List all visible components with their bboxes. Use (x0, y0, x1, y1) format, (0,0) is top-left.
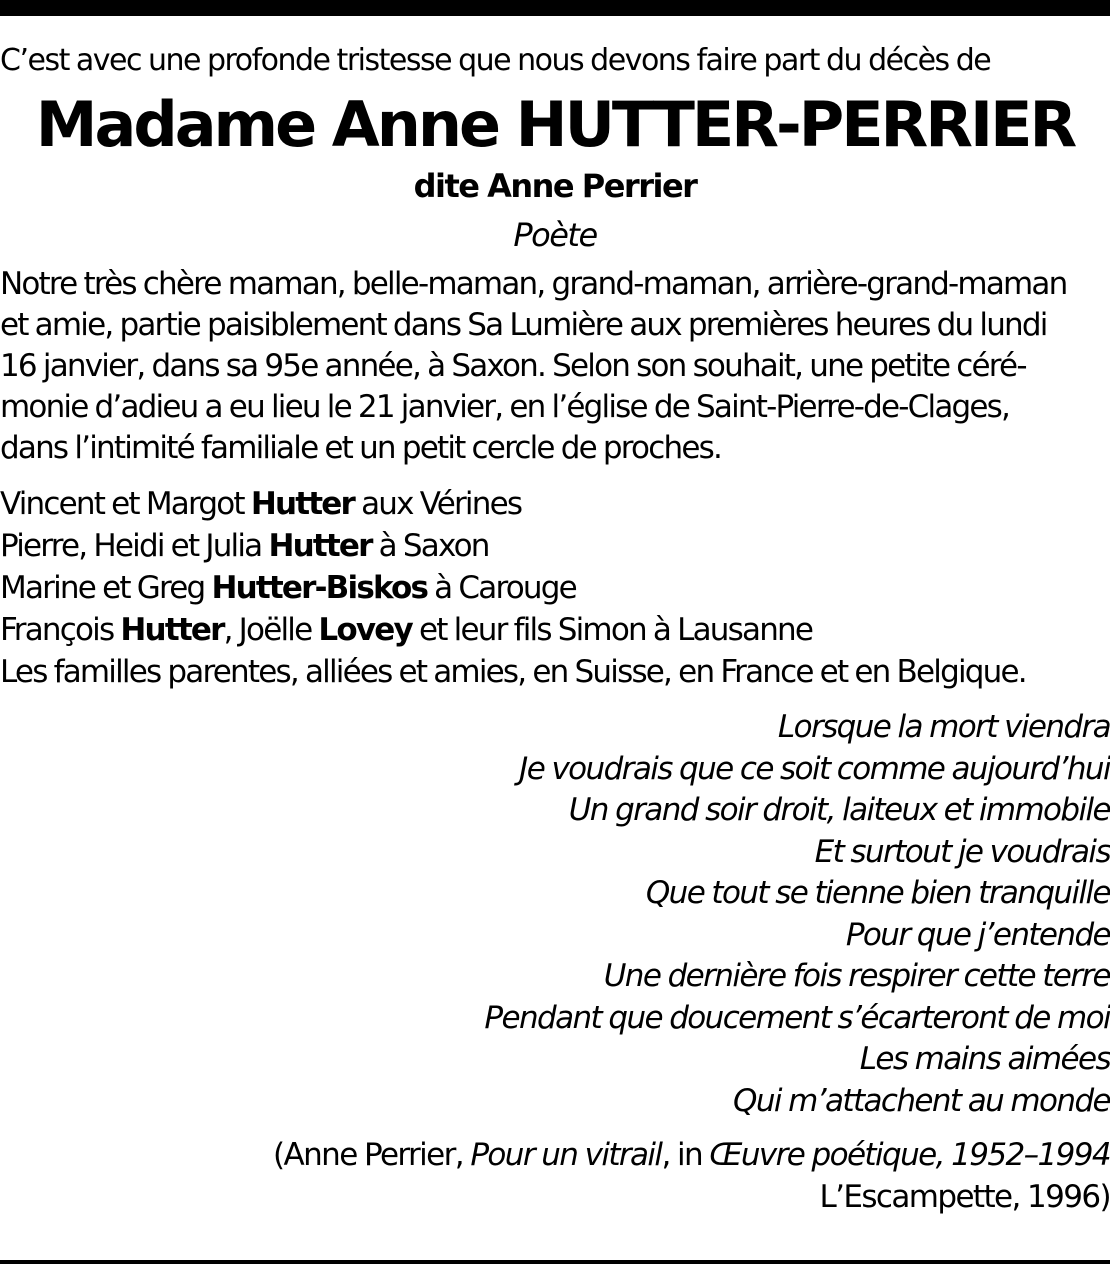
poem-line: Pendant que doucement s’écarteront de moi (484, 999, 1110, 1036)
family-surname: Hutter (268, 528, 372, 564)
family-line-text: à Carouge (427, 570, 576, 606)
message-line: 16 janvier, dans sa 95e année, à Saxon. Selon son souhait, une petite céré- (0, 348, 1026, 384)
citation-book-title: Pour un vitrail (470, 1137, 662, 1173)
poem-line: Une dernière fois respirer cette terre (603, 958, 1110, 994)
intro-text: C’est avec une profonde tristesse que nous devons faire part du décès de (0, 43, 991, 78)
family-extended-line: Les familles parentes, alliées et amies, en Suisse, en France et en Belgique. (0, 654, 1026, 690)
poem-line: Pour que j’entende (845, 916, 1110, 953)
family-line-text: et leur fils Simon à Lausanne (411, 612, 813, 648)
poem-line: Je voudrais que ce soit comme aujourd’hui (519, 750, 1110, 787)
family-line-text: , Joëlle (223, 612, 319, 648)
family-surname: Hutter (250, 486, 355, 522)
family-surname: Lovey (318, 612, 412, 648)
obituary-notice (0, 40, 1110, 1218)
family-line-text: Vincent et Margot (0, 486, 251, 522)
family-list (0, 483, 1110, 693)
poem-line: Lorsque la mort viendra (777, 709, 1110, 745)
family-line-text: François (0, 612, 121, 648)
poem-line: Et surtout je voudrais (814, 833, 1110, 870)
top-border-rule (0, 0, 1110, 16)
citation-text: , in (661, 1137, 710, 1173)
message-line: Notre très chère maman, belle-maman, grand-maman, arrière-grand-maman (0, 266, 1067, 302)
message-line: monie d’adieu a eu lieu le 21 janvier, en l’église de Saint-Pierre-de-Clages, (0, 389, 1010, 425)
poem-line: Qui m’attachent au monde (733, 1082, 1110, 1119)
poem (0, 707, 1110, 1122)
message-line: et amie, partie paisiblement dans Sa Lumière aux premières heures du lundi (0, 307, 1047, 343)
family-member-line (0, 609, 1110, 651)
deceased-role: Poète (513, 216, 597, 254)
poem-line: Que tout se tienne bien tranquille (645, 875, 1110, 911)
citation-text: (Anne Perrier, (273, 1137, 471, 1173)
deceased-alias: dite Anne Perrier (413, 167, 697, 205)
message-line: dans l’intimité familiale et un petit cercle de proches. (0, 430, 721, 466)
poem-citation (0, 1134, 1110, 1218)
family-member-line (0, 525, 1110, 567)
family-line-text: Marine et Greg (0, 570, 212, 606)
family-line-text: Pierre, Heidi et Julia (0, 528, 269, 564)
poem-line: Un grand soir droit, laiteux et immobile (568, 792, 1110, 828)
citation-collection-title: Œuvre poétique, 1952–1994 (709, 1137, 1110, 1173)
bottom-border-rule (0, 1260, 1110, 1264)
family-line-text: aux Vérines (354, 486, 522, 522)
family-member-line (0, 483, 1110, 525)
deceased-name: Madame Anne HUTTER-PERRIER (35, 88, 1075, 161)
poem-line: Les mains aimées (859, 1041, 1110, 1077)
message-paragraph (0, 264, 1110, 469)
citation-line (0, 1134, 1110, 1176)
family-surname: Hutter (120, 612, 224, 648)
citation-publisher-line: L’Escampette, 1996) (819, 1179, 1110, 1215)
family-line-text: à Saxon (371, 528, 489, 564)
family-member-line (0, 567, 1110, 609)
family-surname: Hutter-Biskos (211, 570, 428, 606)
